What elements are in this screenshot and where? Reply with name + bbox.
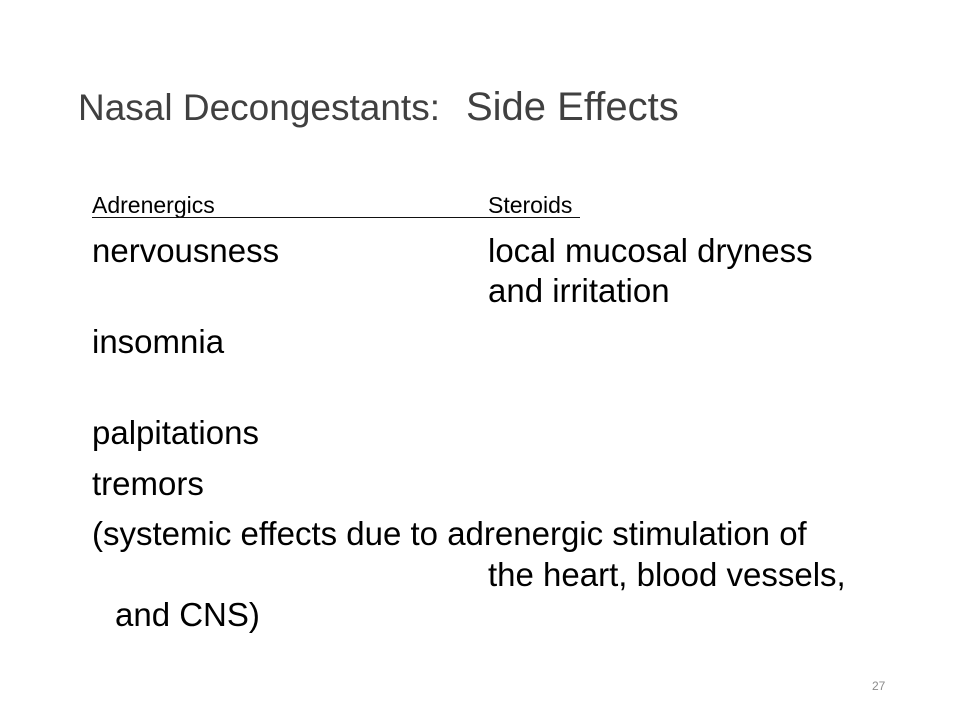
column-header-steroids: Steroids: [488, 192, 573, 218]
steroid-effect-line-1: local mucosal dryness: [488, 232, 813, 269]
steroid-effect-line-2: and irritation: [488, 272, 670, 309]
systemic-note-line-2: the heart, blood vessels,: [488, 556, 846, 593]
systemic-note-line-1: (systemic effects due to adrenergic stimulation of: [92, 515, 807, 552]
adrenergic-effect-nervousness: nervousness: [92, 232, 280, 269]
systemic-note-line-3: and CNS): [115, 596, 260, 633]
slide-title-main: Nasal Decongestants:: [78, 87, 440, 128]
adrenergic-effect-palpitations: palpitations: [92, 414, 259, 451]
adrenergic-effect-insomnia: insomnia: [92, 323, 225, 360]
header-underline: [92, 217, 580, 218]
page-number: 27: [872, 679, 886, 693]
slide-title-emphasis: Side Effects: [465, 85, 679, 129]
adrenergic-effect-tremors: tremors: [92, 465, 204, 502]
slide-title: [78, 84, 679, 139]
column-header-adrenergics: Adrenergics: [92, 192, 215, 218]
